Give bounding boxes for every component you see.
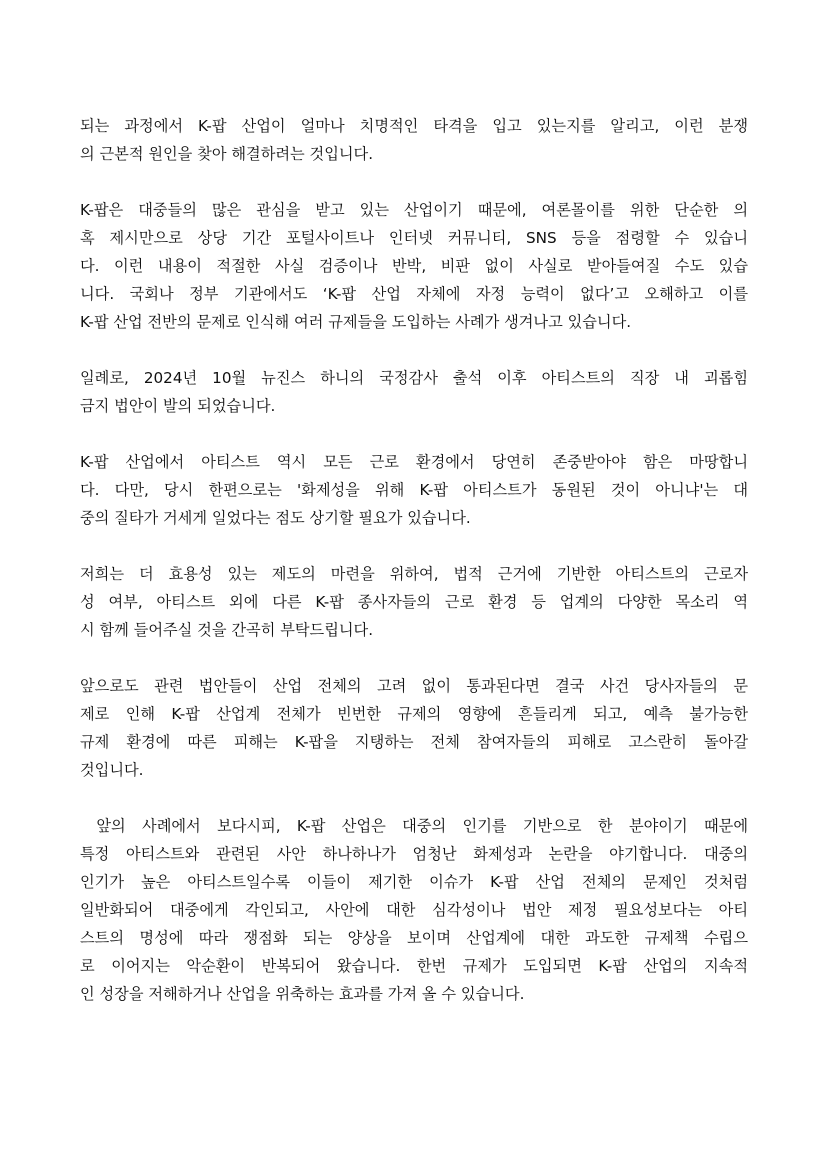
document-body bbox=[80, 112, 748, 1036]
paragraph-line: 다. 이런 내용이 적절한 사실 검증이나 반박, 비판 없이 사실로 받아들여질 수도 있습 bbox=[80, 257, 748, 275]
paragraph-line: 혹 제시만으로 상당 기간 포털사이트나 인터넷 커뮤니티, SNS 등을 점령할 수 있습니 bbox=[80, 229, 748, 247]
paragraph-6 bbox=[80, 672, 748, 784]
paragraph-line: K-팝 산업 전반의 문제로 인식해 여러 규제들을 도입하는 사례가 생겨나고 있습니다. bbox=[80, 313, 632, 331]
paragraph-line: 시 함께 들어주실 것을 간곡히 부탁드립니다. bbox=[80, 621, 374, 639]
paragraph-line: 스트의 명성에 따라 쟁점화 되는 양상을 보이며 산업계에 대한 과도한 규제책 수립으 bbox=[80, 929, 748, 947]
paragraph-line: 성 여부, 아티스트 외에 다른 K-팝 종사자들의 근로 환경 등 업계의 다양한 목소리 역 bbox=[80, 593, 748, 611]
paragraph-line: K-팝은 대중들의 많은 관심을 받고 있는 산업이기 때문에, 여론몰이를 위한 단순한 의 bbox=[80, 201, 748, 219]
paragraph-line: 다. 다만, 당시 한편으로는 '화제성을 위해 K-팝 아티스트가 동원된 것이 아니냐'는 대 bbox=[80, 481, 748, 499]
paragraph-line: 중의 질타가 거세게 일었다는 점도 상기할 필요가 있습니다. bbox=[80, 509, 471, 527]
paragraph-line: 일례로, 2024년 10월 뉴진스 하니의 국정감사 출석 이후 아티스트의 직장 내 괴롭힘 bbox=[80, 369, 748, 387]
paragraph-line: 규제 환경에 따른 피해는 K-팝을 지탱하는 전체 참여자들의 피해로 고스란히 돌아갈 bbox=[80, 733, 748, 751]
paragraph-line: 니다. 국회나 정부 기관에서도 ‘K-팝 산업 자체에 자정 능력이 없다’고 오해하고 이를 bbox=[80, 285, 748, 303]
paragraph-3 bbox=[80, 364, 748, 420]
paragraph-4 bbox=[80, 448, 748, 532]
paragraph-2 bbox=[80, 196, 748, 336]
paragraph-line: 특정 아티스트와 관련된 사안 하나하나가 엄청난 화제성과 논란을 야기합니다. 대중의 bbox=[80, 845, 748, 863]
paragraph-line: 되는 과정에서 K-팝 산업이 얼마나 치명적인 타격을 입고 있는지를 알리고, 이런 분쟁 bbox=[80, 117, 748, 135]
paragraph-line: 의 근본적 원인을 찾아 해결하려는 것입니다. bbox=[80, 145, 374, 163]
paragraph-line: 앞으로도 관련 법안들이 산업 전체의 고려 없이 통과된다면 결국 사건 당사자들의 문 bbox=[80, 677, 748, 695]
paragraph-line: 앞의 사례에서 보다시피, K-팝 산업은 대중의 인기를 기반으로 한 분야이기 때문에 bbox=[80, 817, 748, 835]
paragraph-line: 제로 인해 K-팝 산업계 전체가 빈번한 규제의 영향에 흔들리게 되고, 예측 불가능한 bbox=[80, 705, 748, 723]
paragraph-line: 인 성장을 저해하거나 산업을 위축하는 효과를 가져 올 수 있습니다. bbox=[80, 985, 525, 1003]
paragraph-7 bbox=[80, 812, 748, 1008]
paragraph-5 bbox=[80, 560, 748, 644]
paragraph-line: 인기가 높은 아티스트일수록 이들이 제기한 이슈가 K-팝 산업 전체의 문제인 것처럼 bbox=[80, 873, 748, 891]
paragraph-line: 로 이어지는 악순환이 반복되어 왔습니다. 한번 규제가 도입되면 K-팝 산업의 지속적 bbox=[80, 957, 748, 975]
paragraph-line: 저희는 더 효용성 있는 제도의 마련을 위하여, 법적 근거에 기반한 아티스트의 근로자 bbox=[80, 565, 748, 583]
paragraph-line: 것입니다. bbox=[80, 761, 144, 779]
paragraph-line: K-팝 산업에서 아티스트 역시 모든 근로 환경에서 당연히 존중받아야 함은 마땅합니 bbox=[80, 453, 748, 471]
paragraph-1 bbox=[80, 112, 748, 168]
paragraph-line: 금지 법안이 발의 되었습니다. bbox=[80, 397, 276, 415]
paragraph-line: 일반화되어 대중에게 각인되고, 사안에 대한 심각성이나 법안 제정 필요성보다는 아티 bbox=[80, 901, 748, 919]
